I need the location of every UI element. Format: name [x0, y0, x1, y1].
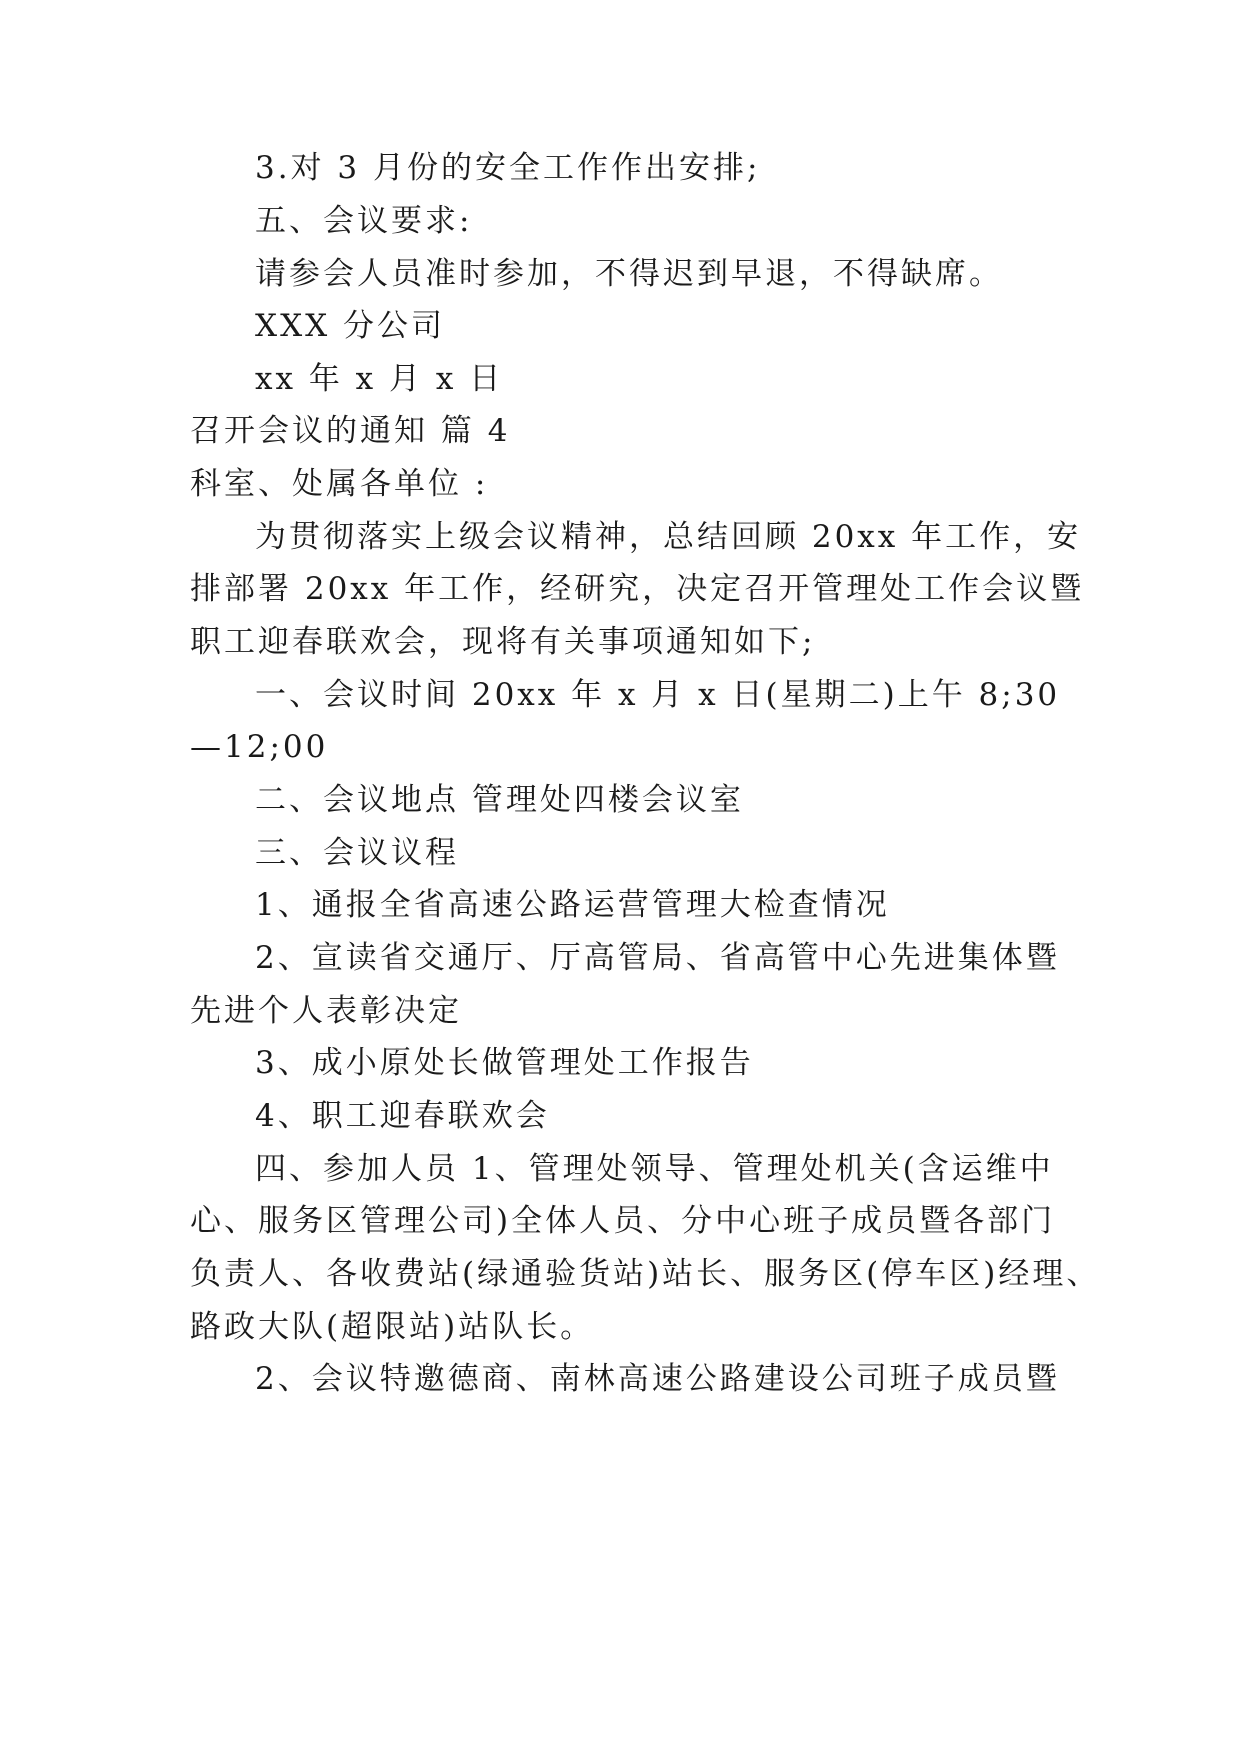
- date-line: xx 年 x 月 x 日: [255, 361, 504, 397]
- participants-line: 心、服务区管理公司)全体人员、分中心班子成员暨各部门: [190, 1203, 1056, 1239]
- participants-line: 2、会议特邀德商、南林高速公路建设公司班子成员暨: [255, 1361, 1060, 1397]
- section-heading: 五、会议要求:: [255, 203, 473, 239]
- agenda-item: 2、宣读省交通厅、厅高管局、省高管中心先进集体暨: [255, 940, 1060, 976]
- text-line: 3.对 3 月份的安全工作作出安排;: [255, 150, 761, 186]
- participants-line: 四、参加人员 1、管理处领导、管理处机关(含运维中: [255, 1151, 1054, 1187]
- text-line: 请参会人员准时参加，不得迟到早退，不得缺席。: [255, 256, 1003, 292]
- agenda-item: 1、通报全省高速公路运营管理大检查情况: [255, 887, 890, 923]
- company-name: XXX 分公司: [255, 308, 446, 344]
- agenda-item: 4、职工迎春联欢会: [255, 1098, 550, 1134]
- meeting-time-end: —12;00: [190, 729, 329, 765]
- notice-title: 召开会议的通知 篇 4: [190, 413, 511, 449]
- agenda-item-continued: 先进个人表彰决定: [190, 993, 462, 1029]
- paragraph-line: 排部署 20xx 年工作，经研究，决定召开管理处工作会议暨: [190, 571, 1085, 607]
- recipients-line: 科室、处属各单位 :: [190, 466, 489, 502]
- agenda-item: 3、成小原处长做管理处工作报告: [255, 1045, 754, 1081]
- agenda-heading: 三、会议议程: [255, 835, 459, 871]
- meeting-time-line: 一、会议时间 20xx 年 x 月 x 日(星期二)上午 8;30: [255, 677, 1061, 713]
- meeting-location-line: 二、会议地点 管理处四楼会议室: [255, 782, 744, 818]
- participants-line: 负责人、各收费站(绿通验货站)站长、服务区(停车区)经理、: [190, 1256, 1101, 1292]
- paragraph-line: 职工迎春联欢会，现将有关事项通知如下;: [190, 624, 816, 660]
- paragraph-line: 为贯彻落实上级会议精神，总结回顾 20xx 年工作，安: [255, 519, 1082, 555]
- participants-line: 路政大队(超限站)站队长。: [190, 1309, 595, 1345]
